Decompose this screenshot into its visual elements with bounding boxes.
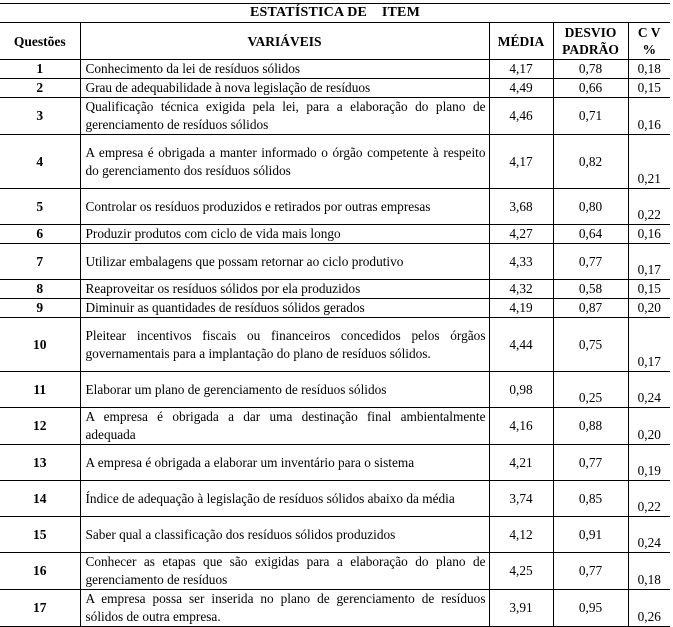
- variable-text: Elaborar um plano de gerenciamento de resíduos sólidos: [80, 372, 489, 408]
- table-row: [0, 135, 670, 189]
- header-cv-line2: %: [642, 42, 656, 57]
- question-number: 11: [0, 372, 80, 408]
- table-row: [0, 244, 670, 280]
- media-value: 4,49: [489, 79, 553, 98]
- desvio-value: 0,77: [553, 553, 628, 590]
- question-number: 3: [0, 98, 80, 135]
- header-media: MÉDIA: [489, 23, 553, 60]
- table-title: ESTATÍSTICA DE ITEM: [0, 4, 670, 23]
- cv-value: 0,22: [628, 481, 670, 517]
- cv-value: 0,18: [628, 553, 670, 590]
- table-row: [0, 553, 670, 590]
- question-number: 14: [0, 481, 80, 517]
- table-row: [0, 372, 670, 408]
- desvio-value: 0,87: [553, 299, 628, 318]
- table-row: [0, 318, 670, 372]
- question-number: 10: [0, 318, 80, 372]
- question-number: 2: [0, 79, 80, 98]
- desvio-value: 0,25: [553, 372, 628, 408]
- cv-value: 0,17: [628, 244, 670, 280]
- header-questoes: Questões: [0, 23, 80, 60]
- cv-value: 0,22: [628, 189, 670, 225]
- desvio-value: 0,58: [553, 280, 628, 299]
- header-cv: [628, 23, 670, 60]
- media-value: 3,91: [489, 590, 553, 627]
- media-value: 4,12: [489, 517, 553, 553]
- variable-text: Conhecimento da lei de resíduos sólidos: [80, 60, 489, 79]
- cv-value: 0,16: [628, 225, 670, 244]
- question-number: 9: [0, 299, 80, 318]
- question-number: 1: [0, 60, 80, 79]
- desvio-value: 0,64: [553, 225, 628, 244]
- question-number: 7: [0, 244, 80, 280]
- table-row: [0, 280, 670, 299]
- desvio-value: 0,71: [553, 98, 628, 135]
- question-number: 8: [0, 280, 80, 299]
- variable-text: Saber qual a classificação dos resíduos sólidos produzidos: [80, 517, 489, 553]
- cv-value: 0,18: [628, 60, 670, 79]
- cv-value: 0,16: [628, 98, 670, 135]
- variable-text: Índice de adequação à legislação de resíduos sólidos abaixo da média: [80, 481, 489, 517]
- variable-text: Conhecer as etapas que são exigidas para a elaboração do plano de gerenciamento de resíduos: [80, 553, 489, 590]
- desvio-value: 0,77: [553, 244, 628, 280]
- table-row: [0, 517, 670, 553]
- cv-value: 0,20: [628, 408, 670, 445]
- media-value: 4,33: [489, 244, 553, 280]
- media-value: 0,98: [489, 372, 553, 408]
- item-statistics-table: [0, 3, 670, 627]
- cv-value: 0,15: [628, 79, 670, 98]
- question-number: 12: [0, 408, 80, 445]
- media-value: 4,17: [489, 60, 553, 79]
- table-row: [0, 590, 670, 627]
- cv-value: 0,24: [628, 517, 670, 553]
- desvio-value: 0,91: [553, 517, 628, 553]
- table-header-row: [0, 23, 670, 60]
- desvio-value: 0,80: [553, 189, 628, 225]
- table-row: [0, 189, 670, 225]
- table-row: [0, 481, 670, 517]
- cv-value: 0,24: [628, 372, 670, 408]
- header-desvio-line1: DESVIO: [564, 25, 617, 40]
- media-value: 4,25: [489, 553, 553, 590]
- cv-value: 0,21: [628, 135, 670, 189]
- table-title-row: [0, 4, 670, 23]
- media-value: 4,46: [489, 98, 553, 135]
- media-value: 4,21: [489, 445, 553, 481]
- variable-text: A empresa é obrigada a dar uma destinação final ambientalmente adequada: [80, 408, 489, 445]
- variable-text: Utilizar embalagens que possam retornar ao ciclo produtivo: [80, 244, 489, 280]
- variable-text: Grau de adequabilidade à nova legislação de resíduos: [80, 79, 489, 98]
- variable-text: Diminuir as quantidades de resíduos sólidos gerados: [80, 299, 489, 318]
- header-variaveis: VARIÁVEIS: [80, 23, 489, 60]
- table-row: [0, 445, 670, 481]
- table-row: [0, 299, 670, 318]
- cv-value: 0,17: [628, 318, 670, 372]
- variable-text: Pleitear incentivos fiscais ou financeiros concedidos pelos órgãos governamentais para a implantação do plano de resíduos sólidos.: [80, 318, 489, 372]
- variable-text: Reaproveitar os resíduos sólidos por ela produzidos: [80, 280, 489, 299]
- table-row: [0, 98, 670, 135]
- desvio-value: 0,78: [553, 60, 628, 79]
- media-value: 4,44: [489, 318, 553, 372]
- desvio-value: 0,82: [553, 135, 628, 189]
- media-value: 3,74: [489, 481, 553, 517]
- cv-value: 0,15: [628, 280, 670, 299]
- desvio-value: 0,66: [553, 79, 628, 98]
- table-row: [0, 79, 670, 98]
- media-value: 4,27: [489, 225, 553, 244]
- desvio-value: 0,75: [553, 318, 628, 372]
- media-value: 4,19: [489, 299, 553, 318]
- question-number: 13: [0, 445, 80, 481]
- media-value: 4,32: [489, 280, 553, 299]
- question-number: 15: [0, 517, 80, 553]
- question-number: 5: [0, 189, 80, 225]
- variable-text: Controlar os resíduos produzidos e retirados por outras empresas: [80, 189, 489, 225]
- desvio-value: 0,77: [553, 445, 628, 481]
- question-number: 4: [0, 135, 80, 189]
- variable-text: A empresa é obrigada a elaborar um inventário para o sistema: [80, 445, 489, 481]
- table-row: [0, 225, 670, 244]
- table-row: [0, 408, 670, 445]
- header-desvio-padrao: [553, 23, 628, 60]
- header-cv-line1: C V: [637, 25, 661, 40]
- cv-value: 0,19: [628, 445, 670, 481]
- variable-text: A empresa é obrigada a manter informado o órgão competente à respeito do gerenciamento dos resíduos sólidos: [80, 135, 489, 189]
- table-row: [0, 60, 670, 79]
- media-value: 3,68: [489, 189, 553, 225]
- media-value: 4,16: [489, 408, 553, 445]
- table-body: [0, 60, 670, 627]
- desvio-value: 0,85: [553, 481, 628, 517]
- question-number: 16: [0, 553, 80, 590]
- variable-text: A empresa possa ser inserida no plano de gerenciamento de resíduos sólidos de outra empresa.: [80, 590, 489, 627]
- header-desvio-line2: PADRÃO: [562, 42, 619, 57]
- cv-value: 0,20: [628, 299, 670, 318]
- desvio-value: 0,95: [553, 590, 628, 627]
- question-number: 17: [0, 590, 80, 627]
- variable-text: Qualificação técnica exigida pela lei, para a elaboração do plano de gerenciamento de resíduos sólidos: [80, 98, 489, 135]
- media-value: 4,17: [489, 135, 553, 189]
- question-number: 6: [0, 225, 80, 244]
- cv-value: 0,26: [628, 590, 670, 627]
- desvio-value: 0,88: [553, 408, 628, 445]
- variable-text: Produzir produtos com ciclo de vida mais longo: [80, 225, 489, 244]
